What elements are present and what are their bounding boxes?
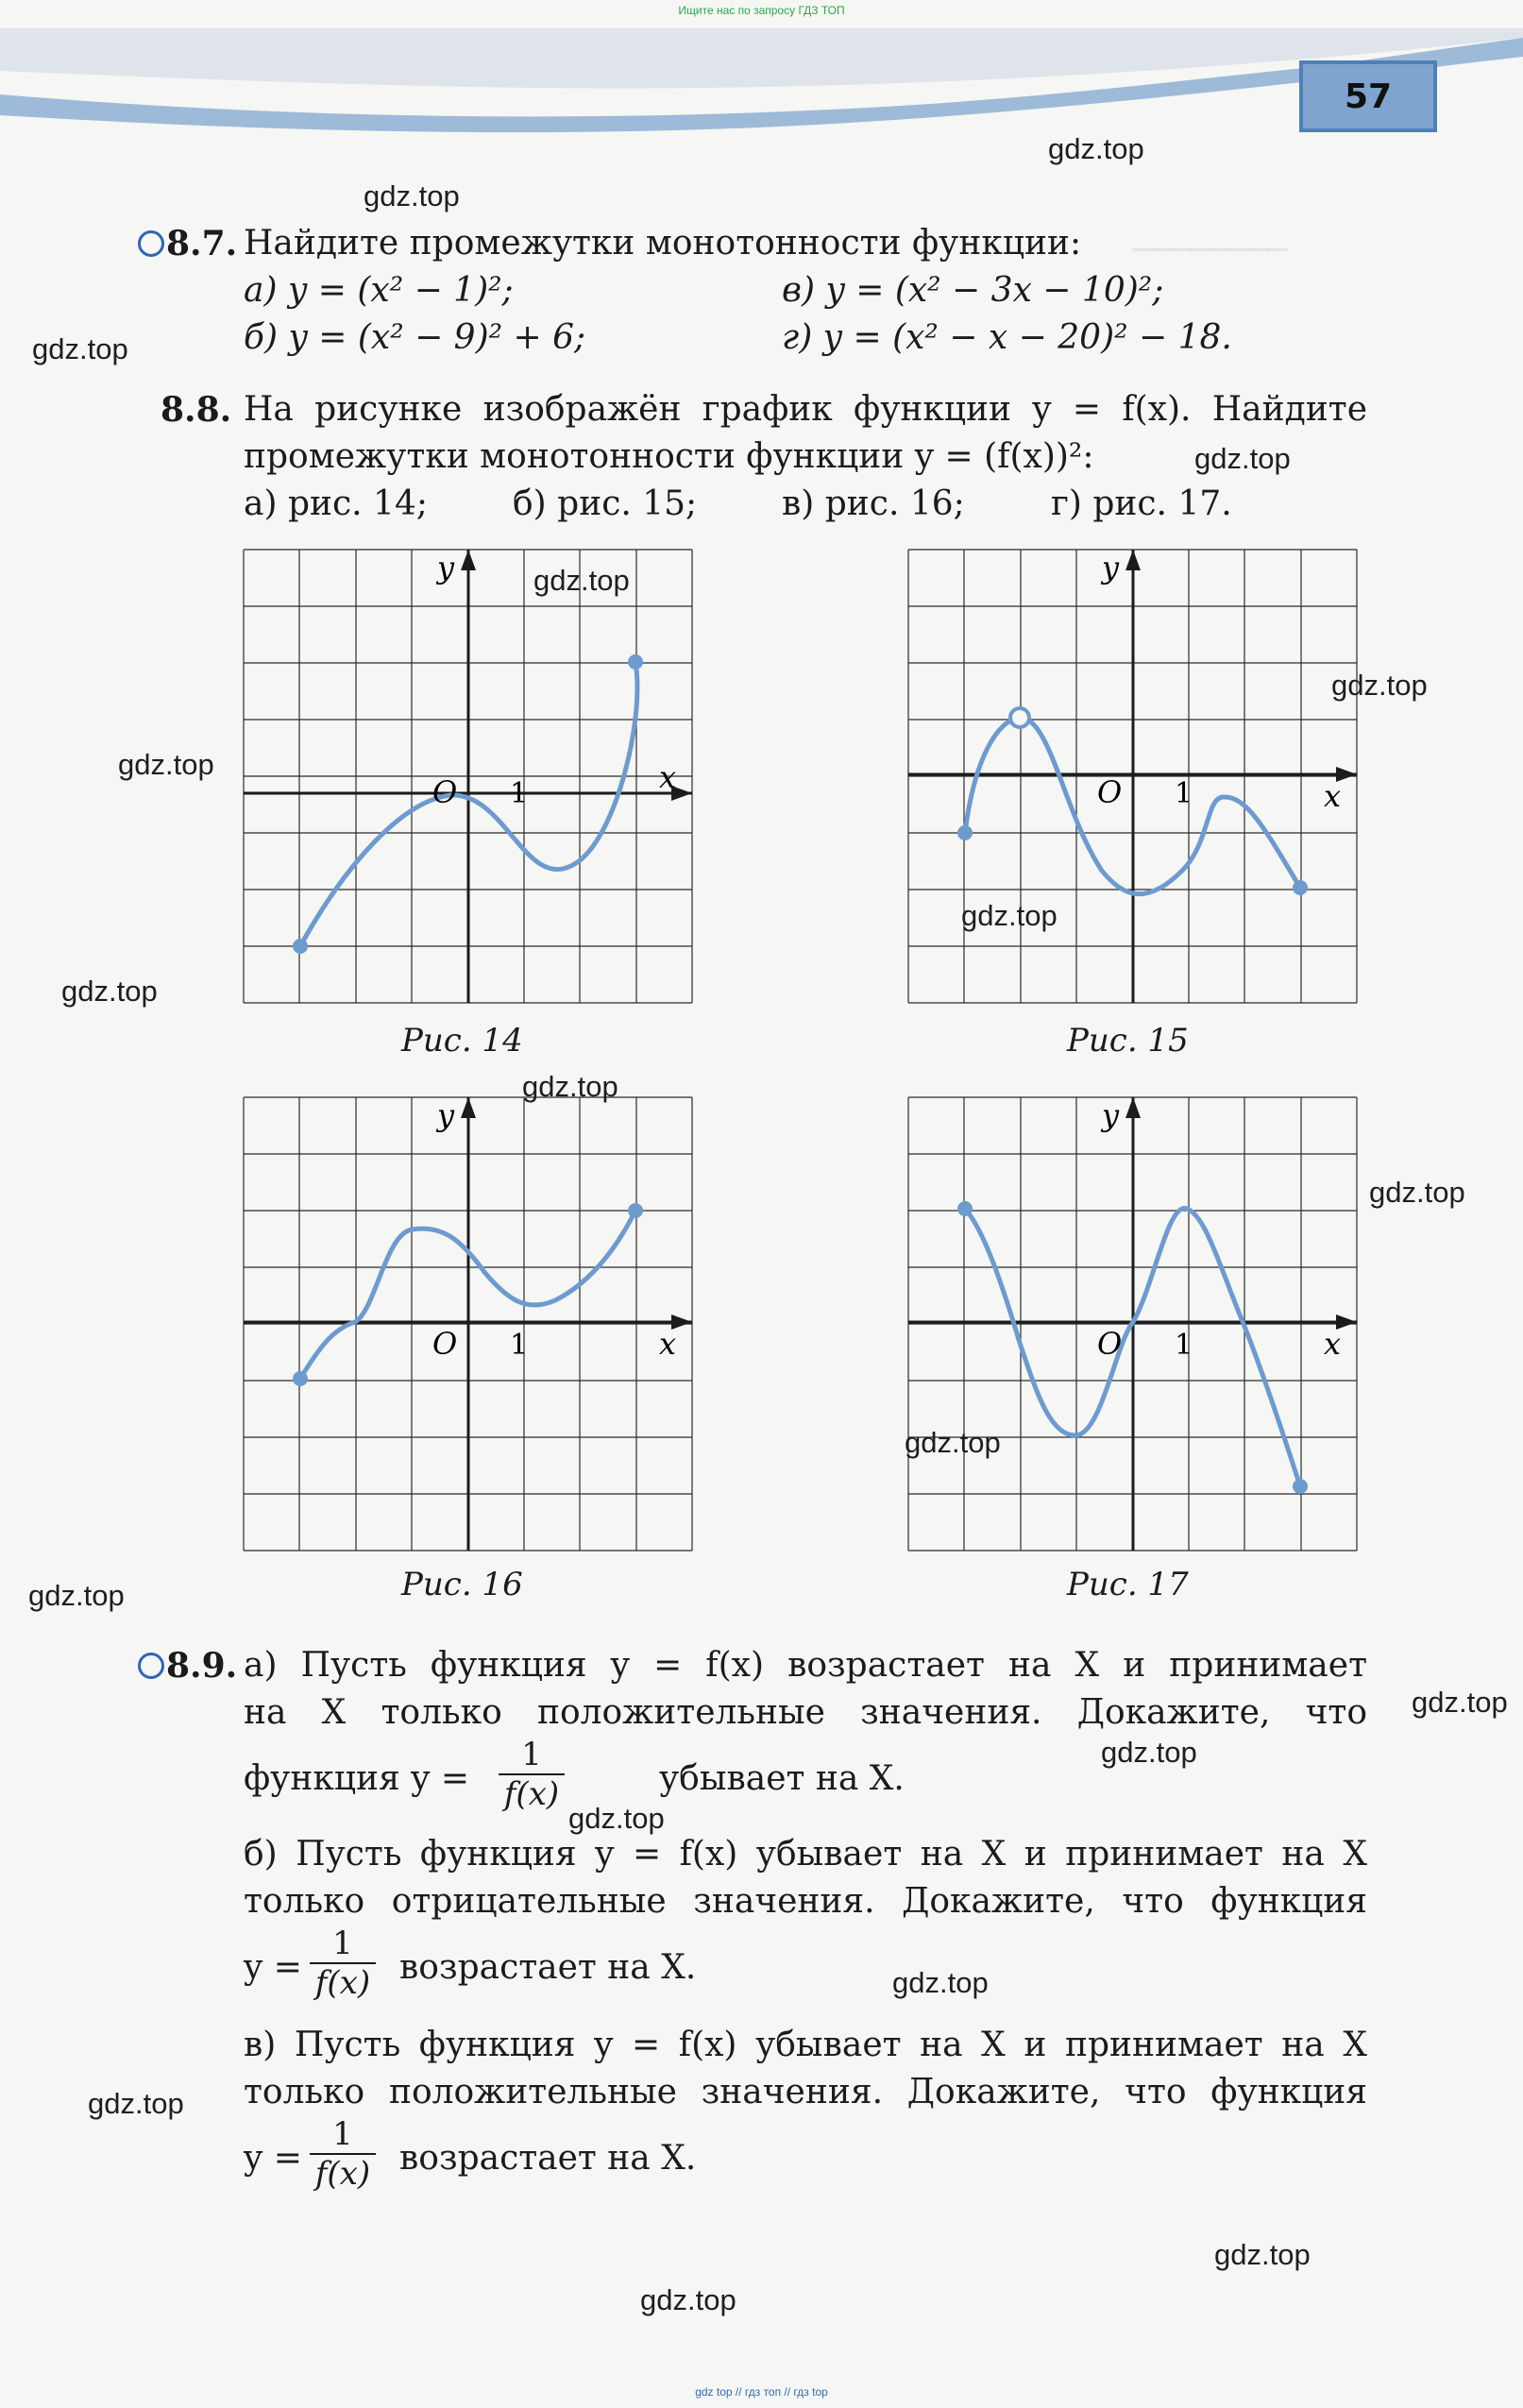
watermark: gdz.top [1214, 2238, 1311, 2271]
watermark: gdz.top [533, 564, 630, 597]
exercise-8-8-b: б) рис. 15; [513, 484, 698, 523]
exercise-8-9-v-line3: y = возрастает на X. [244, 2139, 697, 2178]
watermark: gdz.top [1194, 442, 1291, 475]
unit-label: 1 [510, 1329, 529, 1362]
circle-marker-icon [138, 1653, 164, 1679]
fraction-a: $\frac{1}{f(x)}$ [499, 1736, 565, 1813]
watermark: gdz.top [961, 899, 1058, 932]
y-axis-arrow-icon [461, 1097, 476, 1118]
exercise-8-9-b-line1: б) Пусть функция y = f(x) убывает на X и принимает на X [244, 1835, 1367, 1874]
figure-16-caption: Рис. 16 [401, 1566, 523, 1603]
exercise-8-9-v-line2: только положительные значения. Докажите, что функция [244, 2073, 1367, 2111]
watermark: gdz.top [892, 1966, 989, 1999]
watermark: gdz.top [1101, 1736, 1197, 1769]
watermark: gdz.top [905, 1426, 1001, 1459]
page-number: 57 [1299, 60, 1437, 132]
origin-label: O [1097, 1326, 1123, 1362]
figure-15-graph [908, 550, 1357, 1003]
figure-17-caption: Рис. 17 [1067, 1566, 1189, 1603]
exercise-8-9-number: 8.9. [138, 1643, 237, 1688]
figure-16-graph [244, 1097, 692, 1551]
watermark: gdz.top [61, 975, 158, 1008]
bleed-through: ──────── [1133, 231, 1288, 269]
endpoint-end [628, 654, 643, 670]
endpoint-end [628, 1203, 643, 1218]
unit-label: 1 [1175, 777, 1193, 810]
endpoint-end [1293, 1479, 1308, 1494]
exercise-8-8-line2: промежутки монотонности функции y = (f(x))²: [244, 437, 1094, 476]
circle-marker-icon [138, 230, 164, 257]
exercise-8-8-v: в) рис. 16; [782, 484, 965, 523]
exercise-8-9-a-line3: функция y = убывает на X. [244, 1759, 905, 1798]
header-band [0, 28, 1523, 142]
y-axis-arrow-icon [461, 550, 476, 570]
watermark: gdz.top [522, 1070, 618, 1103]
exercise-8-8-line1: На рисунке изображён график функции y = f(x). Найдите [244, 390, 1367, 429]
exercise-8-7-b: б) y = (x² − 9)² + 6; г) y = (x² − x − 20)² − 18. [244, 315, 1367, 361]
exercise-8-7-title: Найдите промежутки монотонности функции: [244, 224, 1082, 263]
exercise-8-8-number: 8.8. [161, 390, 232, 430]
watermark: gdz.top [32, 332, 128, 365]
exercise-8-9-v-line1: в) Пусть функция y = f(x) убывает на X и принимает на X [244, 2026, 1367, 2064]
watermark: gdz.top [364, 179, 460, 212]
y-label: y [437, 1097, 455, 1133]
figure-14-graph [244, 550, 692, 1003]
watermark: gdz.top [568, 1802, 665, 1835]
y-label: y [437, 550, 455, 585]
watermark: gdz.top [640, 2283, 736, 2316]
exercise-8-9-a-line2: на X только положительные значения. Докажите, что [244, 1693, 1367, 1732]
x-label: x [1324, 1326, 1342, 1362]
figure-17-graph [908, 1097, 1357, 1551]
fraction-v: $\frac{1}{f(x)}$ [310, 2115, 376, 2193]
watermark: gdz.top [1331, 669, 1428, 702]
exercise-8-7-a: а) y = (x² − 1)²; в) y = (x² − 3x − 10)²; [244, 268, 1367, 314]
top-note: Ищите нас по запросу ГДЗ ТОП [678, 4, 845, 17]
exercise-8-7-v: в) y = (x² − 3x − 10)²; [782, 271, 1164, 310]
y-label: y [1102, 1097, 1120, 1133]
x-label: x [659, 759, 677, 795]
endpoint-start [293, 1371, 308, 1386]
exercise-8-9-b-line3: y = возрастает на X. [244, 1948, 697, 1987]
endpoint-start [957, 825, 973, 840]
exercise-8-8-g: г) рис. 17. [1051, 484, 1232, 523]
watermark: gdz.top [118, 748, 214, 781]
exercise-8-9-b-line2: только отрицательные значения. Докажите, что функция [244, 1882, 1367, 1921]
origin-label: O [1097, 774, 1123, 810]
exercise-8-9-a-line1: а) Пусть функция y = f(x) возрастает на X и принимает [244, 1646, 1367, 1685]
y-label: y [1102, 550, 1120, 585]
origin-label: O [432, 774, 458, 810]
x-label: x [659, 1326, 677, 1362]
exercise-8-8-a: а) рис. 14; [244, 484, 428, 523]
exercise-8-7-number: 8.7. [138, 221, 237, 266]
origin-label: O [432, 1326, 458, 1362]
x-label: x [1324, 778, 1342, 814]
figure-15-caption: Рис. 15 [1067, 1022, 1189, 1060]
endpoint-start [293, 939, 308, 954]
fraction-b: $\frac{1}{f(x)}$ [310, 1925, 376, 2002]
exercise-8-7-g: г) y = (x² − x − 20)² − 18. [782, 318, 1232, 357]
watermark: gdz.top [88, 2087, 184, 2120]
unit-label: 1 [1175, 1329, 1193, 1362]
y-axis-arrow-icon [1125, 1097, 1141, 1118]
watermark: gdz.top [28, 1579, 125, 1612]
unit-label: 1 [510, 777, 529, 810]
bottom-note: gdz top // гдз топ // гдз top [695, 2385, 828, 2399]
endpoint-start [957, 1201, 973, 1216]
open-point [1010, 708, 1029, 727]
watermark: gdz.top [1048, 132, 1144, 165]
watermark: gdz.top [1412, 1686, 1508, 1719]
endpoint-end [1293, 880, 1308, 895]
y-axis-arrow-icon [1125, 550, 1141, 570]
figure-14-caption: Рис. 14 [401, 1022, 523, 1060]
watermark: gdz.top [1369, 1176, 1465, 1209]
